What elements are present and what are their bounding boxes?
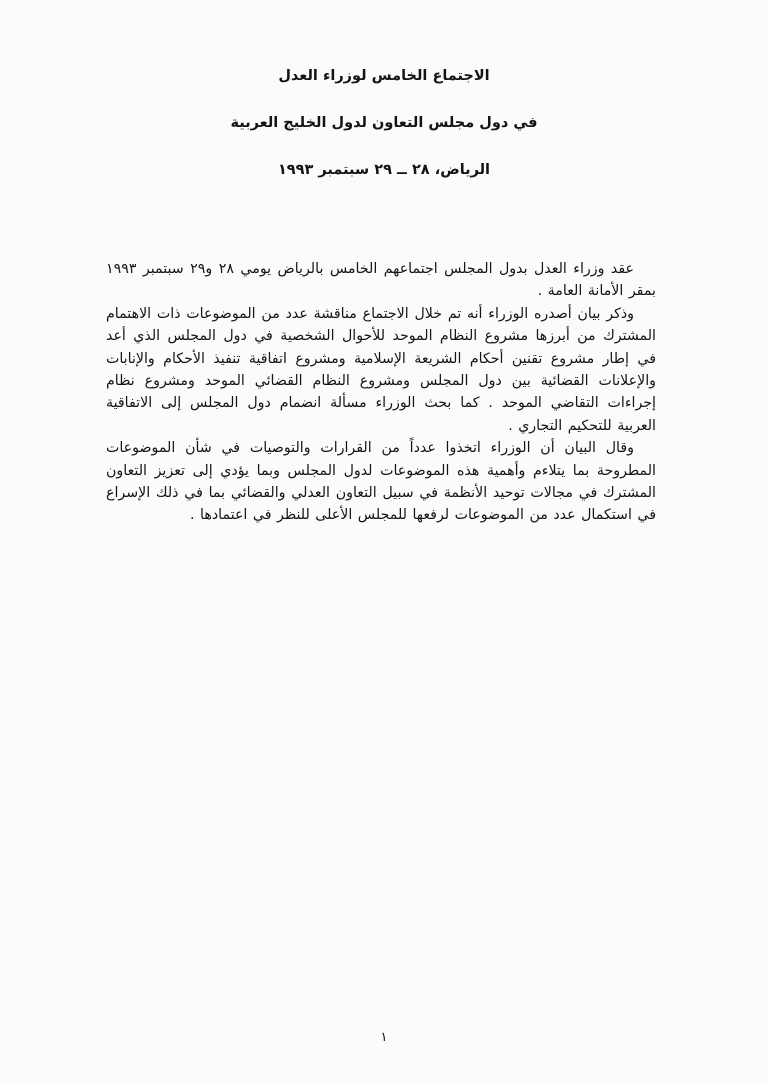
document-title-line-3: الرياض، ٢٨ ــ ٢٩ سبتمبر ١٩٩٣ [277,162,491,178]
page-number: ١ [380,1030,388,1045]
document-title-block [0,0,768,180]
document-body [106,258,656,527]
paragraph-1: عقد وزراء العدل بدول المجلس اجتماعهم الخامس بالرياض يومي ٢٨ و٢٩ سبتمبر ١٩٩٣ بمقر الأمانة العامة . [106,261,656,300]
paragraph-3: وقال البيان أن الوزراء اتخذوا عدداً من القرارات والتوصيات في شأن الموضوعات المطروحة بما يتلاءم وأهمية هذه الموضوعات لدول المجلس وبما يؤدي إلى تعزيز التعاون المشترك في مجالات توحيد الأنظمة في سبيل التعاون العدلي والقضائي بما في ذلك الإسراع في استكمال عدد من الموضوعات لرفعها للمجلس الأعلى للنظر في اعتمادها . [106,440,656,524]
document-title-line-1: الاجتماع الخامس لوزراء العدل [278,68,490,84]
document-title-line-2: في دول مجلس التعاون لدول الخليج العربية [230,115,538,131]
paragraph-2: وذكر بيان أصدره الوزراء أنه تم خلال الاجتماع مناقشة عدد من الموضوعات ذات الاهتمام المشترك من أبرزها مشروع النظام الموحد للأحوال الشخصية في دول المجلس الذي أعد في إطار مشروع تقنين أحكام الشريعة الإسلامية ومشروع اتفاقية تنفيذ الأحكام والإنابات والإعلانات القضائية بين دول المجلس ومشروع النظام القضائي الموحد ومشروع نظام إجراءات التقاضي الموحد . كما بحث الوزراء مسألة انضمام دول المجلس إلى الاتفاقية العربية للتحكيم التجاري . [106,305,656,434]
